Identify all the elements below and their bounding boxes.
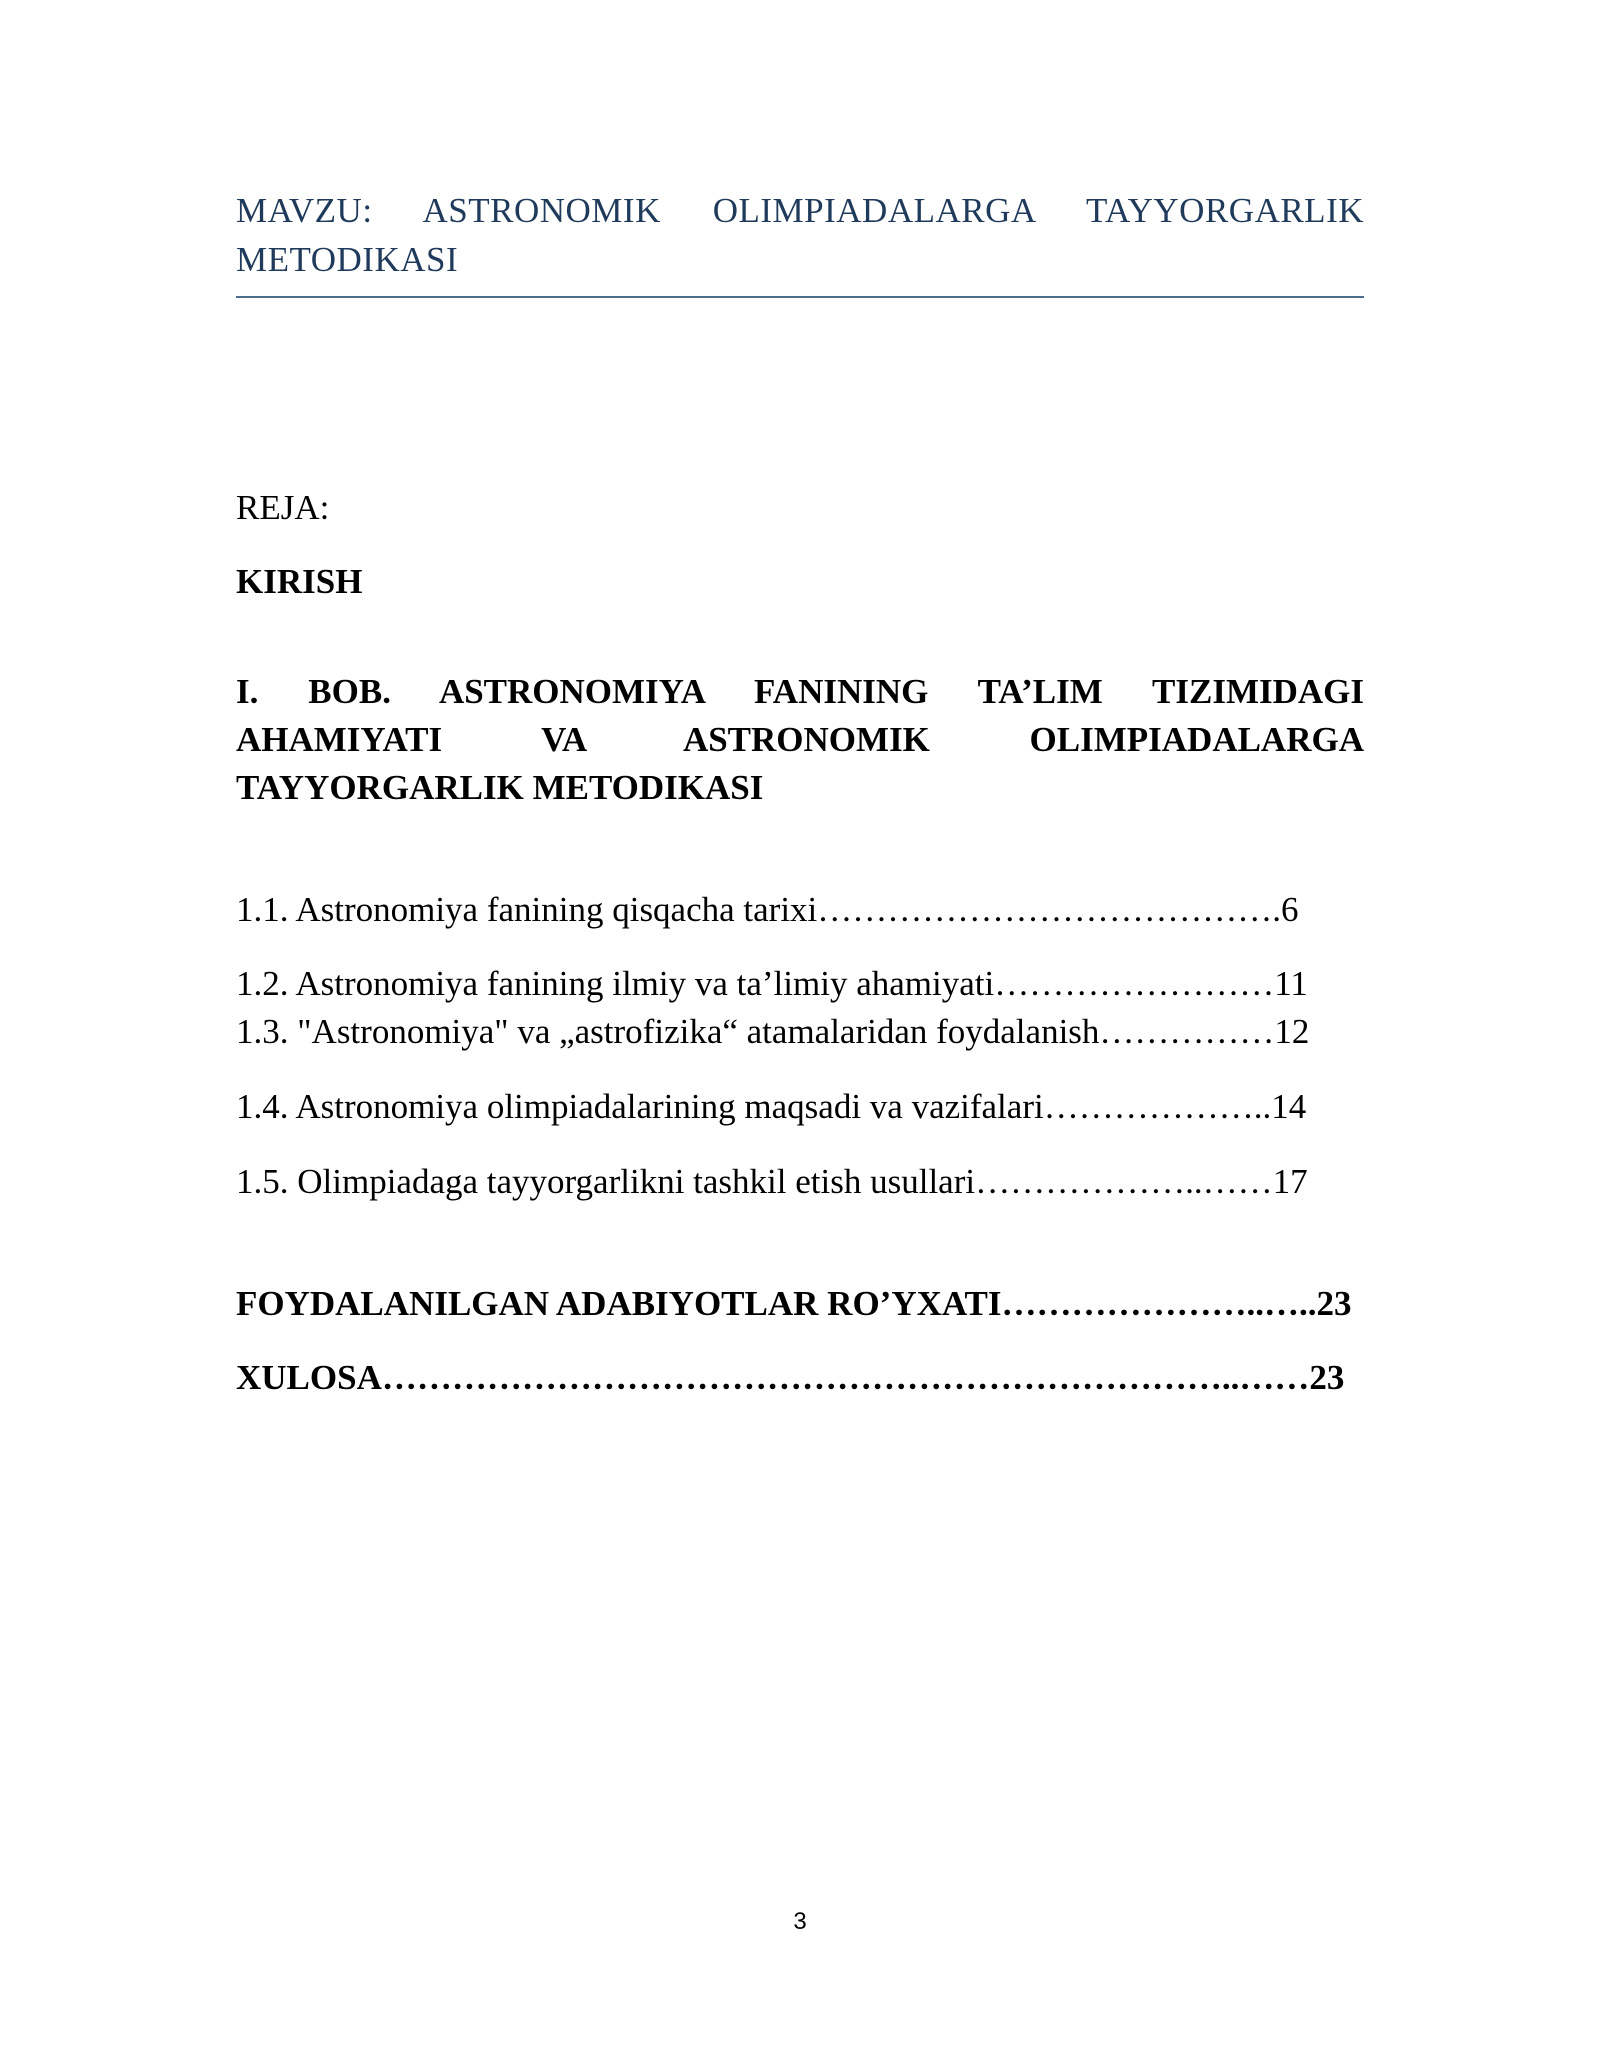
chapter-heading: I. BOB. ASTRONOMIYA FANINING TA’LIM TIZIMIDAGI AHAMIYATI VA ASTRONOMIK OLIMPIADALARGA TAYYORGARLIK METODIKASI [236, 672, 1364, 807]
toc-item-1-2: 1.2. Astronomiya fanining ilmiy va ta’limiy ahamiyati……………………11 [236, 964, 1308, 1003]
toc-item-1-3: 1.3. "Astronomiya" va „astrofizika“ atamalaridan foydalanish……………12 [236, 1012, 1310, 1051]
plan-label: REJA: [236, 488, 330, 527]
toc-item-1-5: 1.5. Olimpiadaga tayyorgarlikni tashkil etish usullari………………..……17 [236, 1162, 1308, 1201]
intro-heading: KIRISH [236, 562, 363, 601]
document-title: MAVZU: ASTRONOMIK OLIMPIADALARGA TAYYORGARLIK METODIKASI [236, 191, 1364, 279]
page-number: 3 [793, 1908, 807, 1935]
toc-item-1-1: 1.1. Astronomiya fanining qisqacha tarixi………………………………….6 [236, 890, 1299, 929]
toc-item-1-4: 1.4. Astronomiya olimpiadalarining maqsadi va vazifalari………………..14 [236, 1087, 1307, 1126]
toc-item-conclusion: XULOSA………………………………………………………………..……23 [236, 1358, 1345, 1397]
toc-item-references: FOYDALANILGAN ADABIYOTLAR RO’YXATI…………………..…..23 [236, 1284, 1352, 1323]
title-block [236, 186, 1364, 298]
